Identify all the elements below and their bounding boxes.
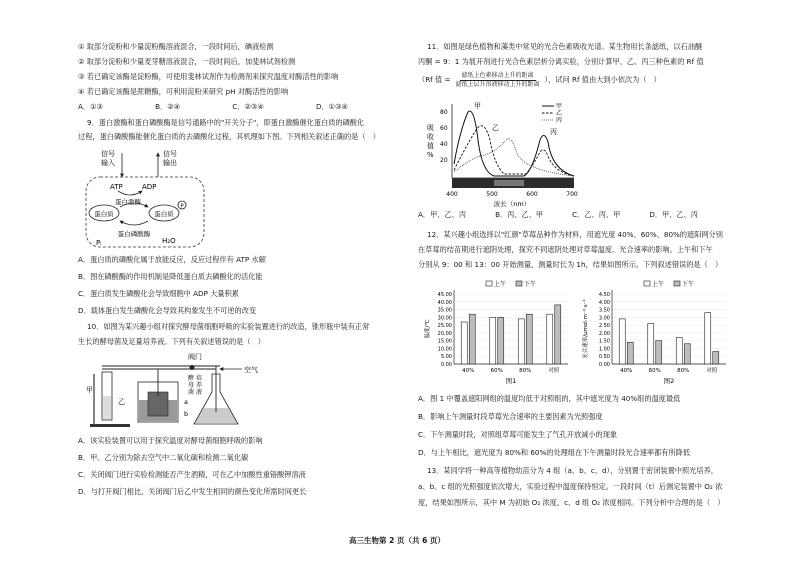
q11-stem-1: 11．如图是绿色植物和藻类中常见的光合色素吸收光谱。某生物用长条滤纸，以石油醚 <box>427 42 703 51</box>
y-tick-label: 35.00 <box>437 307 452 314</box>
y-tick-label: 3.00 <box>598 315 610 322</box>
y-axis-label: 光合速率/μmol·m⁻²·s⁻¹ <box>583 299 589 359</box>
bar-1-3 <box>676 338 682 364</box>
q8-item-4: ④ 若已确定该酶是蔗糖酶，可利用淀粉来研究 pH 对酶活性的影响 <box>78 87 289 96</box>
q13-stem-3: 度，结果如图所示，其中 M 为初始 O₂ 浓度，c、d 组 O₂ 浓度相同。下列分析中合理的是（ ） <box>418 498 725 507</box>
phosphatase-label: 蛋白磷酸酶 <box>117 230 151 238</box>
bar-1-1 <box>461 322 467 364</box>
q12-stem-1: 12．某兴趣小组选择以"红颜"草莓品种作为材料，用遮光度 40%、60%、80%的遮阳网分别 <box>427 230 723 239</box>
spectrum-ytick-80: 80 <box>440 109 448 116</box>
q10-option-b: B．甲、乙分别为除去空气中二氧化碳和检测二氧化碳 <box>78 453 249 462</box>
rf-fraction <box>454 72 542 88</box>
legend-label-1: 上午 <box>652 281 665 288</box>
legend-swatch-1 <box>486 281 492 286</box>
spectrum-xtick-600: 600 <box>526 191 538 198</box>
y-tick-label: 40.00 <box>437 299 452 306</box>
stand-base <box>90 424 130 427</box>
label-b: b <box>184 410 189 418</box>
bar-2-1 <box>627 342 633 364</box>
label-yi: 乙 <box>118 398 125 406</box>
adp-label: ADP <box>142 183 157 191</box>
y-tick-label: 2.00 <box>598 330 610 337</box>
q12-stem-2: 在草莓的结苗期进行遮阴处理，探究不同遮阴处理对草莓温度、光合速率的影响。上午和下午 <box>418 245 713 254</box>
x-tick-label: 60% <box>490 368 503 374</box>
label-curve-jia: 甲 <box>474 102 481 110</box>
q10-option-a: A．该实验装置可以用于探究温度对酵母菌细胞呼吸的影响 <box>78 436 263 445</box>
q8-item-3: ③ 若已确定该酶是淀粉酶，可使用斐林试剂作为检测剂来探究温度对酶活性的影响 <box>78 72 339 81</box>
valve-icon <box>190 365 195 370</box>
yeast-char-2: 母 <box>188 382 195 389</box>
legend-yi: 乙 <box>556 110 563 117</box>
right-column-mid <box>418 210 728 269</box>
legend-swatch-1 <box>644 281 650 286</box>
x-tick-label: 80% <box>519 368 532 374</box>
q9-option-b: B．图在磷酸酶的作用机制是降低蛋白质去磷酸化的活化能 <box>78 272 263 281</box>
curve-bing <box>454 138 574 176</box>
y-tick-label: 45.00 <box>437 292 452 298</box>
q9-stem-2: 过程，蛋白磷酸酶能催化蛋白质的去磷酸化过程，其机理如下图。下列相关叙述正确的是（ ） <box>78 132 380 141</box>
bar-2-3 <box>684 344 690 364</box>
phosphate-p: P <box>180 203 184 210</box>
y-tick-label: 10.00 <box>437 346 452 353</box>
legend-swatch-2 <box>674 281 680 286</box>
bar-2-3 <box>526 314 532 364</box>
x-tick-label: 40% <box>462 368 475 374</box>
q10-stem-2: 生长的酵母菌及足量培养液。下列有关叙述错误的是（ ） <box>78 337 265 346</box>
q11-options <box>418 210 698 221</box>
y-tick-label: 20.00 <box>437 330 452 337</box>
label-jia: 甲 <box>86 386 93 394</box>
y-tick-label: 25.00 <box>437 323 452 330</box>
chart-title: 图1 <box>505 377 517 385</box>
atp-adp-arc <box>118 191 142 195</box>
q8-options <box>78 102 348 113</box>
rf-numerator: 滤纸上色素移动上升的距离 <box>461 72 534 79</box>
spectrum-ylabel-4: % <box>427 151 434 159</box>
y-tick-label: 3.50 <box>598 307 610 314</box>
chart-title: 图2 <box>663 377 675 385</box>
legend-label-2: 下午 <box>524 281 537 288</box>
protein-left-label: 蛋白质 <box>94 210 114 218</box>
legend-bing: 丙 <box>556 117 563 124</box>
spectrum-xtick-700: 700 <box>566 191 578 198</box>
q11-option-a: A．甲、乙、丙 <box>418 210 467 219</box>
air-label: 空气 <box>244 366 258 374</box>
valve-label: 阀门 <box>188 353 202 361</box>
spectrum-band-light <box>494 180 524 186</box>
spectrum-ytick-60: 60 <box>440 125 448 132</box>
protein-right-label: 蛋白质 <box>154 210 174 218</box>
q8-option-d: D．①③④ <box>315 102 348 111</box>
yeast-char-1: 酵 <box>188 375 195 382</box>
chart-fig1 <box>424 278 574 390</box>
signal-out-label-1: 信号 <box>163 150 177 158</box>
q11-option-c: C．乙、丙、甲 <box>572 210 621 219</box>
rf-denominator: 滤纸上层升溶液移动上升的距离 <box>455 80 540 88</box>
reverse-arrow <box>120 221 148 225</box>
bar-1-2 <box>490 317 496 364</box>
q8-option-c: C．②③④ <box>232 102 264 111</box>
q11-option-d: D．甲、乙、丙 <box>649 210 698 219</box>
x-tick-label: 60% <box>648 368 661 374</box>
q8-option-b: B．②④ <box>155 102 181 111</box>
q9-option-a: A．蛋白质的磷酸化属于放能反应，反应过程伴有 ATP 水解 <box>78 255 266 264</box>
bar-2-4 <box>713 352 719 364</box>
signal-out-label-2: 输出 <box>163 159 177 167</box>
q8-item-1: ① 取部分淀粉和少量淀粉酶溶液混合，一段时间后，碘液检测 <box>78 42 274 51</box>
q13-stem-1: 13．某同学将一种高等植物幼苗分为 4 组（a、b、c、d），分别置于密闭装置中照光培养， <box>427 466 718 475</box>
q12-option-c: C．下午测量时段，对照组草莓可能发生了气孔开放减小的现象 <box>418 430 618 439</box>
legend-label-2: 下午 <box>682 281 695 288</box>
atp-label: ATP <box>110 183 123 191</box>
q10-option-c: C．关闭阀门进行实验检测能否产生酒精，可在乙中加酸性重铬酸钾溶液 <box>78 470 306 479</box>
q8-option-a: A．①③ <box>78 102 103 111</box>
h2o-label: H₂O <box>162 237 176 245</box>
spectrum-xtick-400: 400 <box>446 191 458 198</box>
y-tick-label: 5.00 <box>440 354 452 361</box>
y-tick-label: 4.00 <box>598 299 610 306</box>
rf-suffix: ），试问 Rf 值由大到小依次为（ ） <box>544 74 661 84</box>
bar-1-2 <box>648 324 654 364</box>
signal-in-label-2: 输入 <box>101 159 115 167</box>
y-tick-label: 0.00 <box>440 362 452 368</box>
q10-apparatus <box>88 352 288 432</box>
spectrum-ylabel-1: 吸 <box>427 124 434 132</box>
y-tick-label: 30.00 <box>437 315 452 322</box>
bar-1-1 <box>619 319 625 364</box>
yeast-char-6: 液 <box>196 389 203 396</box>
q12-option-b: B．影响上午测量时段草莓光合速率的主要因素为光照强度 <box>418 412 603 421</box>
q11-stem-3 <box>418 72 661 88</box>
tube-jia-liquid <box>103 396 111 419</box>
q12-option-a: A．图 1 中覆盖遮阳网组的温度均低于对照组的，其中遮光度为 40%组的温度最低 <box>418 394 681 403</box>
spectrum-ylabel-3: 值 <box>427 142 434 150</box>
y-tick-label: 1.50 <box>598 338 610 345</box>
bar-2-2 <box>498 317 504 364</box>
q9-diagram <box>78 147 278 252</box>
rf-prefix: （Rf 值 = <box>418 74 451 84</box>
y-tick-label: 1.00 <box>598 346 610 353</box>
legend-jia: 甲 <box>556 103 563 110</box>
bar-1-4 <box>705 313 711 364</box>
page-footer: 高三生物第 2 页（共 6 页） <box>349 536 445 545</box>
legend-swatch-2 <box>516 281 522 286</box>
q10-stem-1: 10．如图为某兴趣小组对探究酵母菌细胞呼吸的实验装置进行的改造，锥形瓶中装有正常 <box>87 322 370 331</box>
yeast-char-5: 养 <box>196 382 203 389</box>
y-tick-label: 0.50 <box>598 354 610 361</box>
spectrum-legend <box>542 102 562 124</box>
label-curve-bing: 丙 <box>550 128 557 136</box>
yeast-char-3: 菌 <box>188 389 195 396</box>
label-curve-yi: 乙 <box>492 124 499 132</box>
chart-fig2 <box>582 278 732 390</box>
signal-in-label-1: 信号 <box>101 150 115 158</box>
y-tick-label: 0.00 <box>598 362 610 368</box>
spectrum-ytick-20: 20 <box>440 157 448 164</box>
x-tick-label: 对照 <box>548 368 560 374</box>
q9-option-c: C．蛋白质发生磷酸化会导致细胞中 ADP 大量积累 <box>78 289 239 298</box>
kinase-label: 蛋白激酶 <box>115 198 141 206</box>
q12-stem-3: 分别从 9：00 和 13：00 开始测量，测量时长为 1h，结果如图所示。下列叙述错误的是（ ） <box>418 260 723 269</box>
y-tick-label: 2.50 <box>598 323 610 330</box>
bar-2-4 <box>555 305 561 364</box>
spectrum-ylabel-2: 收 <box>427 133 434 141</box>
q11-option-b: B．丙、乙、甲 <box>495 210 544 219</box>
bar-1-4 <box>547 314 553 364</box>
q12-option-d: D．与上午相比，遮光度为 80%和 60%的处理组在下午测量时段光合速率都有所降低 <box>418 448 691 457</box>
q10-option-d: D．与打开阀门相比，关闭阀门后乙中发生相同的颜色变化所需时间更长 <box>78 487 307 496</box>
label-a: a <box>184 398 188 406</box>
y-tick-label: 15.00 <box>437 338 452 345</box>
y-axis-label: 温度/℃ <box>425 319 431 339</box>
x-tick-label: 40% <box>620 368 633 374</box>
pi-label: Pᵢ <box>96 239 102 247</box>
q9-option-d: D．载体蛋白发生磷酸化会导致其构象发生不可逆的改变 <box>78 306 257 315</box>
spectrum-xlabel: 波长（nm） <box>493 200 531 208</box>
legend-label-1: 上午 <box>494 281 507 288</box>
q11-spectrum <box>424 100 584 208</box>
yeast-char-4: 培 <box>196 375 203 382</box>
x-tick-label: 80% <box>677 368 690 374</box>
x-tick-label: 对照 <box>706 368 718 374</box>
q11-stem-2: 丙酮 = 9：1 为展开剂进行光合色素层析分离实验，分别计算甲、乙、丙三种色素的 Rf 值 <box>418 57 704 66</box>
spectrum-ytick-40: 40 <box>440 141 448 148</box>
bar-2-1 <box>469 314 475 364</box>
q9-stem-1: 9．蛋白激酶和蛋白磷酸酶是信号通路中的"开关分子"，即蛋白激酶催化蛋白质的磷酸化 <box>87 118 365 127</box>
y-tick-label: 4.50 <box>598 292 610 298</box>
bar-1-3 <box>518 319 524 364</box>
bar-2-2 <box>656 341 662 364</box>
spectrum-xtick-500: 500 <box>486 191 498 198</box>
q13-stem-2: a、b、c 组的光照强度依次增大，实验过程中温度保持恒定。一段时间（t）后测定装置中 O₂ 浓 <box>418 482 723 491</box>
q8-item-2: ② 取部分淀粉和少量麦芽糖溶液混合，一段时间后，加斐林试剂检测 <box>78 57 296 66</box>
